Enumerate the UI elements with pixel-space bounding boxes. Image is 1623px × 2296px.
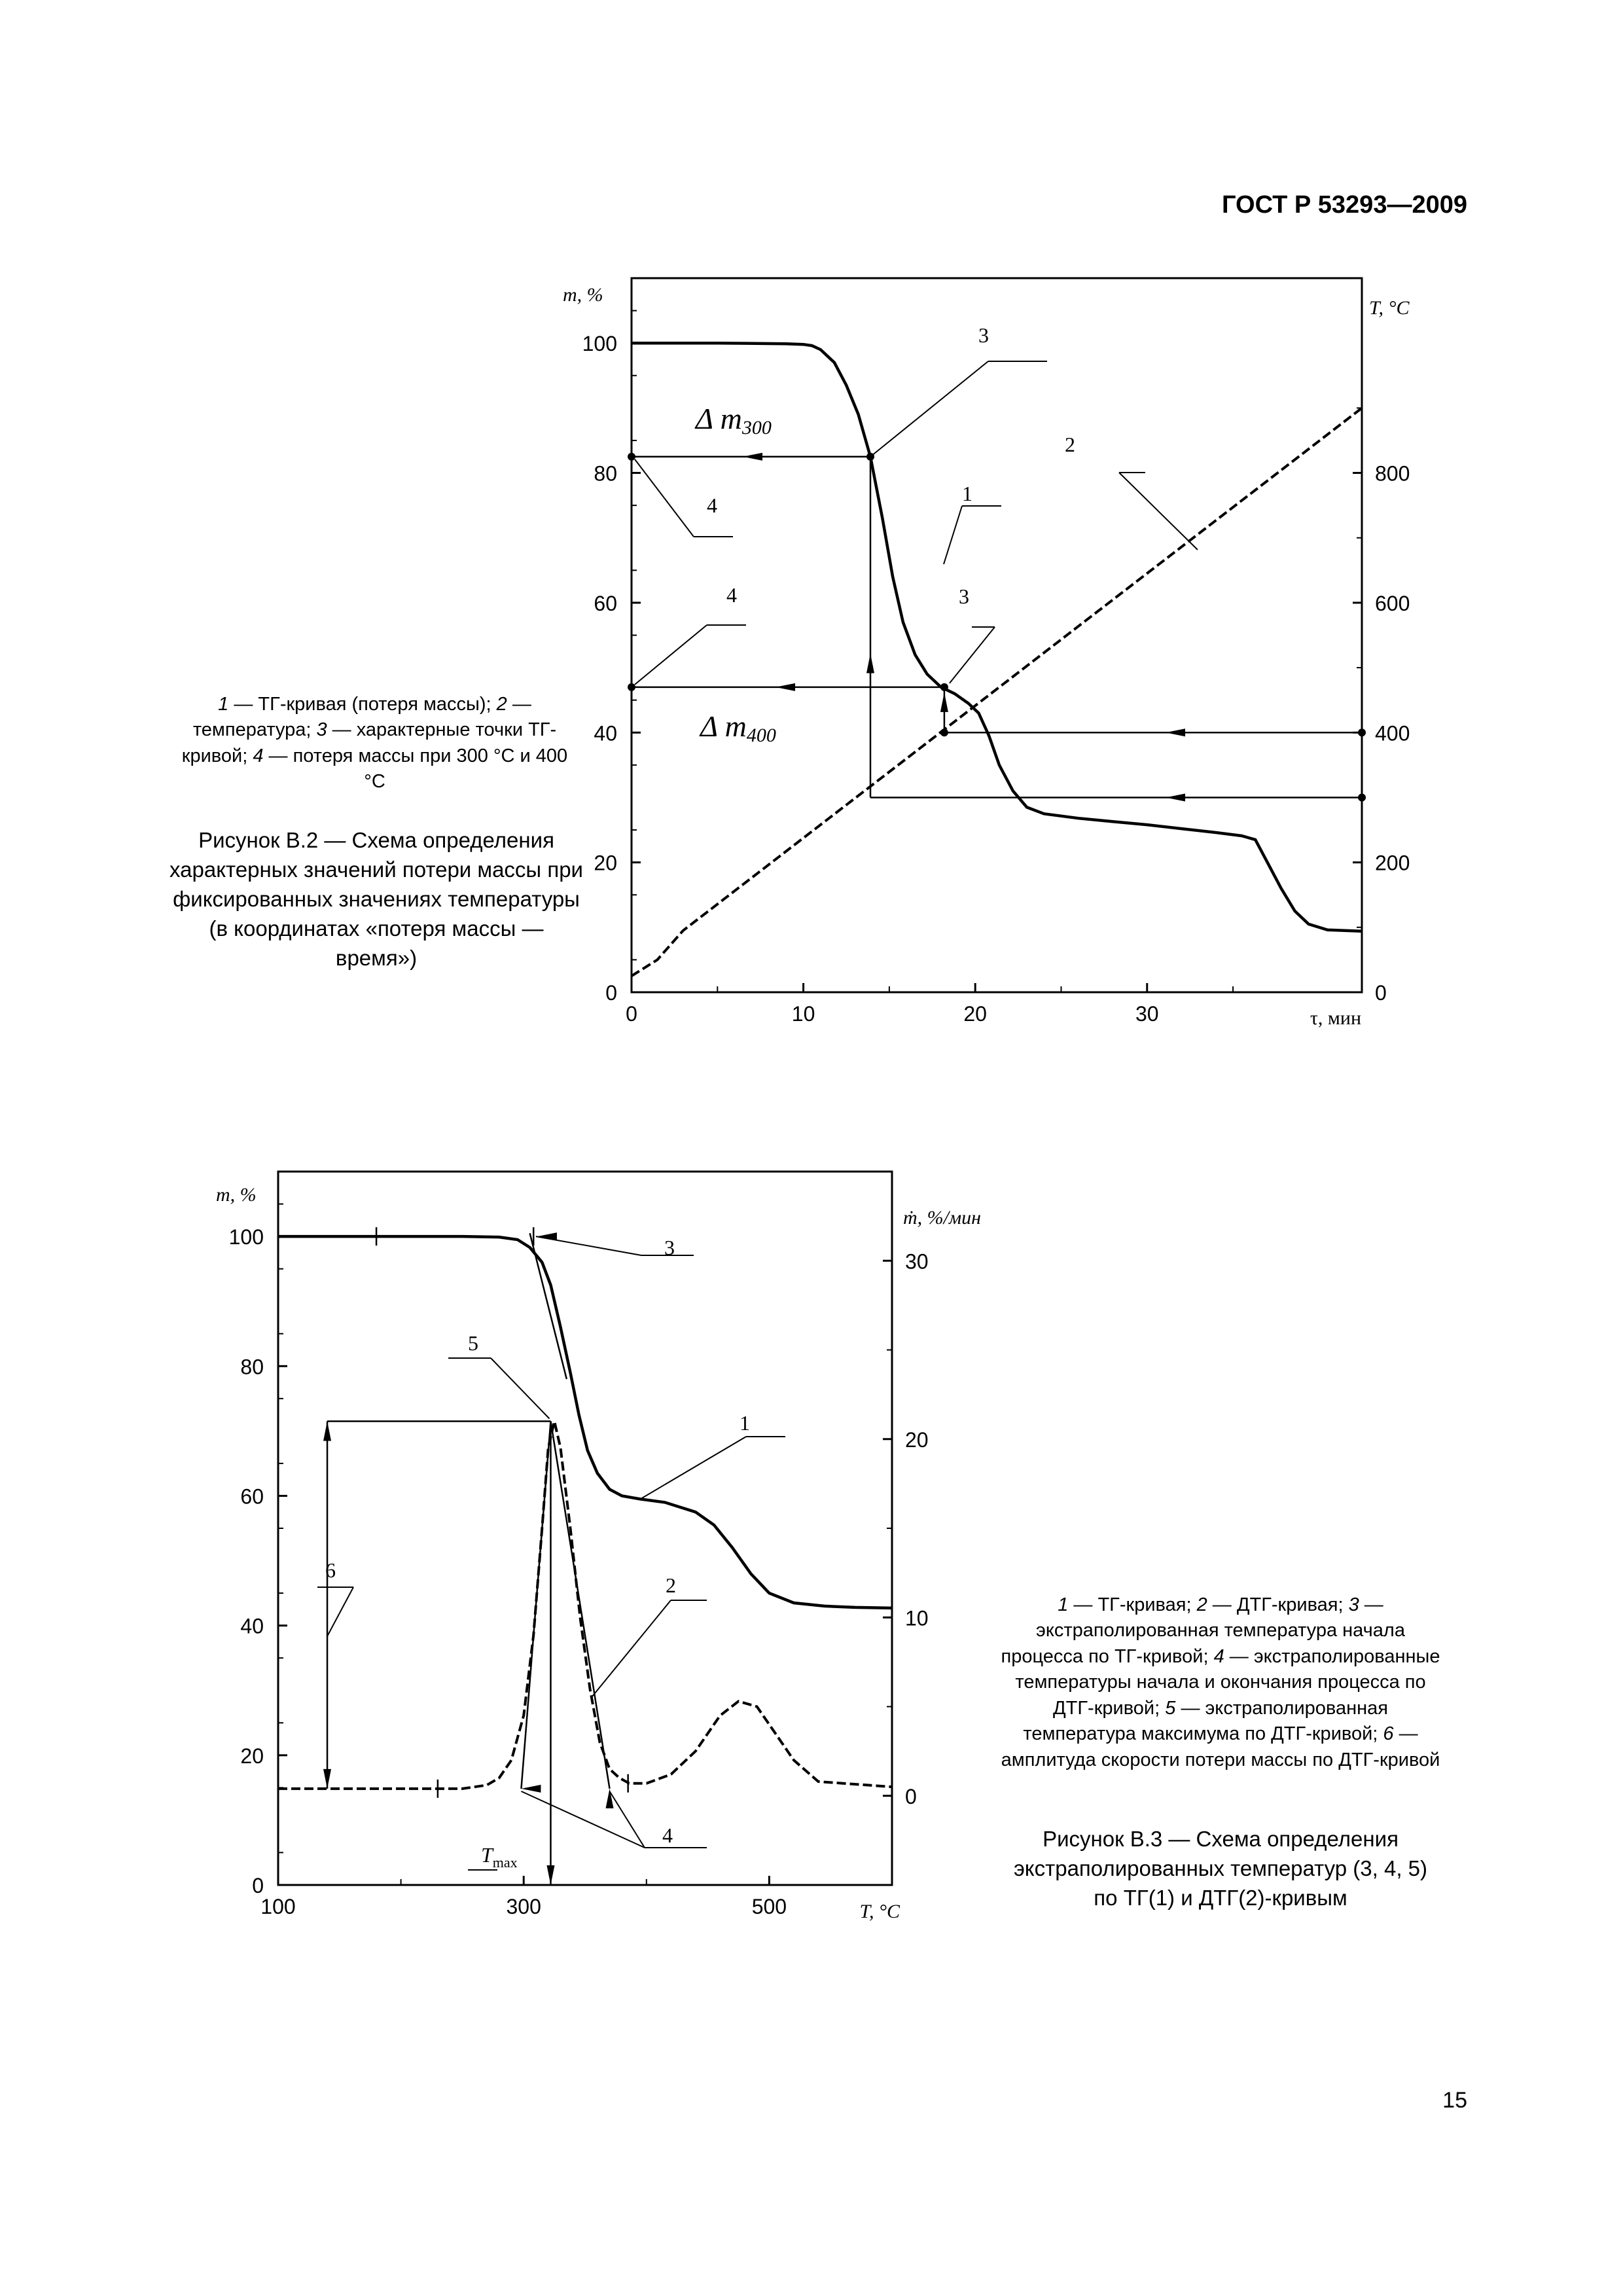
b2-point [628, 453, 635, 461]
b2-y2-axis-label: T, °C [1369, 297, 1410, 319]
b2-arrow-t400-up [940, 692, 948, 712]
b2-point [866, 453, 874, 461]
b3-amplitude-arrow-down [323, 1769, 331, 1789]
b3-leader-5 [491, 1358, 549, 1419]
b2-point [628, 683, 635, 691]
b3-leader-6 [327, 1587, 353, 1636]
figure-b2-caption: Рисунок В.2 — Схема определения характерных значений потери массы при фиксированных значениях температуры (в координатах «потеря массы — время») [169, 828, 583, 970]
b2-y2-tick-label: 600 [1375, 591, 1410, 615]
b2-x-tick-label: 20 [963, 1002, 987, 1026]
b2-leader-3a [870, 361, 988, 457]
b3-leader-1 [640, 1437, 746, 1499]
b3-x-tick-label: 300 [506, 1895, 541, 1918]
b2-callout-4b: 4 [726, 583, 737, 607]
b2-y2-tick-label: 800 [1375, 461, 1410, 486]
b2-point [940, 683, 948, 691]
b3-x-tick-label: 100 [260, 1895, 296, 1918]
b3-leader-4a-arrow [521, 1785, 541, 1793]
b2-callout-3b: 3 [959, 584, 969, 608]
b3-callout-5: 5 [468, 1331, 478, 1355]
b2-y2-tick-label: 0 [1375, 981, 1387, 1005]
svg-text:Tmax: $T_{max}$ [481, 1843, 518, 1871]
b2-leader-4b [635, 625, 707, 685]
figure-b2-chart [543, 268, 1414, 1073]
b2-x-tick-label: 0 [626, 1002, 637, 1026]
b2-arrow-t300-up [866, 653, 874, 673]
b3-y2-axis-label: ṁ, %/мин [903, 1207, 982, 1229]
b3-callouts [325, 1236, 750, 1847]
b2-arrow-t400 [1166, 728, 1185, 736]
b3-leader-3-arrow [537, 1232, 557, 1240]
b2-characteristic-points [628, 453, 1366, 802]
b2-y-tick-label: 60 [594, 591, 617, 615]
b2-y2-tick-label: 200 [1375, 851, 1410, 875]
b3-construction-lines [317, 1232, 785, 1885]
b3-y-tick-label: 0 [252, 1874, 264, 1897]
b3-y-axis-label: m, % [216, 1184, 257, 1206]
b3-y-tick-label: 100 [228, 1225, 264, 1249]
b3-amplitude-arrow-up [323, 1422, 331, 1441]
b2-callout-4a: 4 [707, 493, 717, 517]
b2-y-axis-label: m, % [563, 284, 603, 306]
b2-point [1358, 728, 1366, 736]
b2-leader-2 [1119, 473, 1198, 550]
b2-delta-m400-annotation [699, 709, 776, 746]
page-number: 15 [1442, 2088, 1467, 2113]
b2-y-tick-label: 100 [582, 332, 617, 356]
b3-y-tick-label: 20 [240, 1744, 264, 1768]
b3-plot-frame [278, 1172, 892, 1885]
figure-b3-caption: Рисунок В.3 — Схема определения экстраполированных температур (3, 4, 5) по ТГ(1) и ДТГ(2)-кривым [1013, 1827, 1428, 1910]
b2-leader-4a [635, 459, 694, 537]
b3-y2-tick-label: 0 [905, 1784, 917, 1808]
b2-y-tick-label: 0 [605, 981, 617, 1005]
figure-b2-legend: 1 — ТГ-кривая (потеря массы); 2 — температура; 3 — характерные точки ТГ-кривой; 4 — потеря массы при 300 °C и 400 °C [181, 694, 568, 793]
b2-y2-tick-label: 400 [1375, 721, 1410, 745]
figure-b3-legend: 1 — ТГ-кривая; 2 — ДТГ-кривая; 3 — экстраполированная температура начала процесса по ТГ-кривой; 4 — экстраполированные температуры начала и окончания процесса по ДТГ-кривой; 5 — экстраполированная температура максимума по ДТГ-кривой; 6 — амплитуда скорости потери массы по ДТГ-кривой [1001, 1594, 1440, 1770]
b2-point [940, 728, 948, 736]
b3-tangent-marks [376, 1227, 628, 1798]
b3-callout-6: 6 [325, 1558, 336, 1582]
b3-callout-2: 2 [666, 1573, 676, 1597]
b2-plot-frame [632, 278, 1362, 992]
b3-series-tg-curve [278, 1236, 892, 1608]
b3-x-tick-label: 500 [751, 1895, 787, 1918]
b2-y-tick-label: 20 [594, 851, 617, 875]
b2-y-tick-label: 40 [594, 721, 617, 745]
b3-callout-4: 4 [662, 1823, 673, 1847]
b2-y-tick-label: 80 [594, 461, 617, 486]
b3-leader-4a [521, 1791, 645, 1848]
svg-text:Δ m400: Δ m400 [700, 709, 776, 746]
b3-x-axis-label: T, °C [859, 1901, 900, 1922]
figure-b3-chart [190, 1165, 1027, 1970]
document-code-header: ГОСТ Р 53293—2009 [1222, 191, 1467, 219]
b3-leader-2 [591, 1600, 671, 1698]
b3-tmax-label [481, 1843, 518, 1871]
b2-arrow-t300 [1166, 793, 1185, 801]
b3-y2-tick-label: 30 [905, 1249, 929, 1274]
b2-x-axis-label: τ, мин [1310, 1007, 1361, 1029]
b2-leader-1 [944, 506, 962, 564]
b3-y-tick-label: 80 [240, 1355, 264, 1379]
b2-callout-2: 2 [1065, 433, 1075, 456]
b2-x-tick-label: 30 [1135, 1002, 1159, 1026]
b2-callout-1: 1 [962, 482, 972, 505]
b3-tmax-arrow [546, 1865, 554, 1885]
b3-y-tick-label: 40 [240, 1614, 264, 1638]
b3-y2-tick-label: 20 [905, 1427, 929, 1452]
b3-callout-1: 1 [740, 1411, 750, 1435]
b2-callout-3a: 3 [978, 323, 989, 347]
b3-y2-tick-label: 10 [905, 1606, 929, 1630]
b3-y-tick-label: 60 [240, 1484, 264, 1509]
b2-leader-3b [950, 627, 995, 683]
b3-leader-4b-arrow [606, 1789, 614, 1808]
b2-arrow-m400 [776, 683, 795, 691]
b3-callout-3: 3 [664, 1236, 675, 1259]
b2-x-tick-label: 10 [791, 1002, 815, 1026]
svg-text:Δ m300: Δ m300 [696, 402, 772, 439]
b2-series-temperature-curve [632, 408, 1362, 976]
b2-arrow-m300 [743, 453, 762, 461]
b2-point [1358, 793, 1366, 801]
b2-delta-m300-annotation [694, 402, 772, 439]
